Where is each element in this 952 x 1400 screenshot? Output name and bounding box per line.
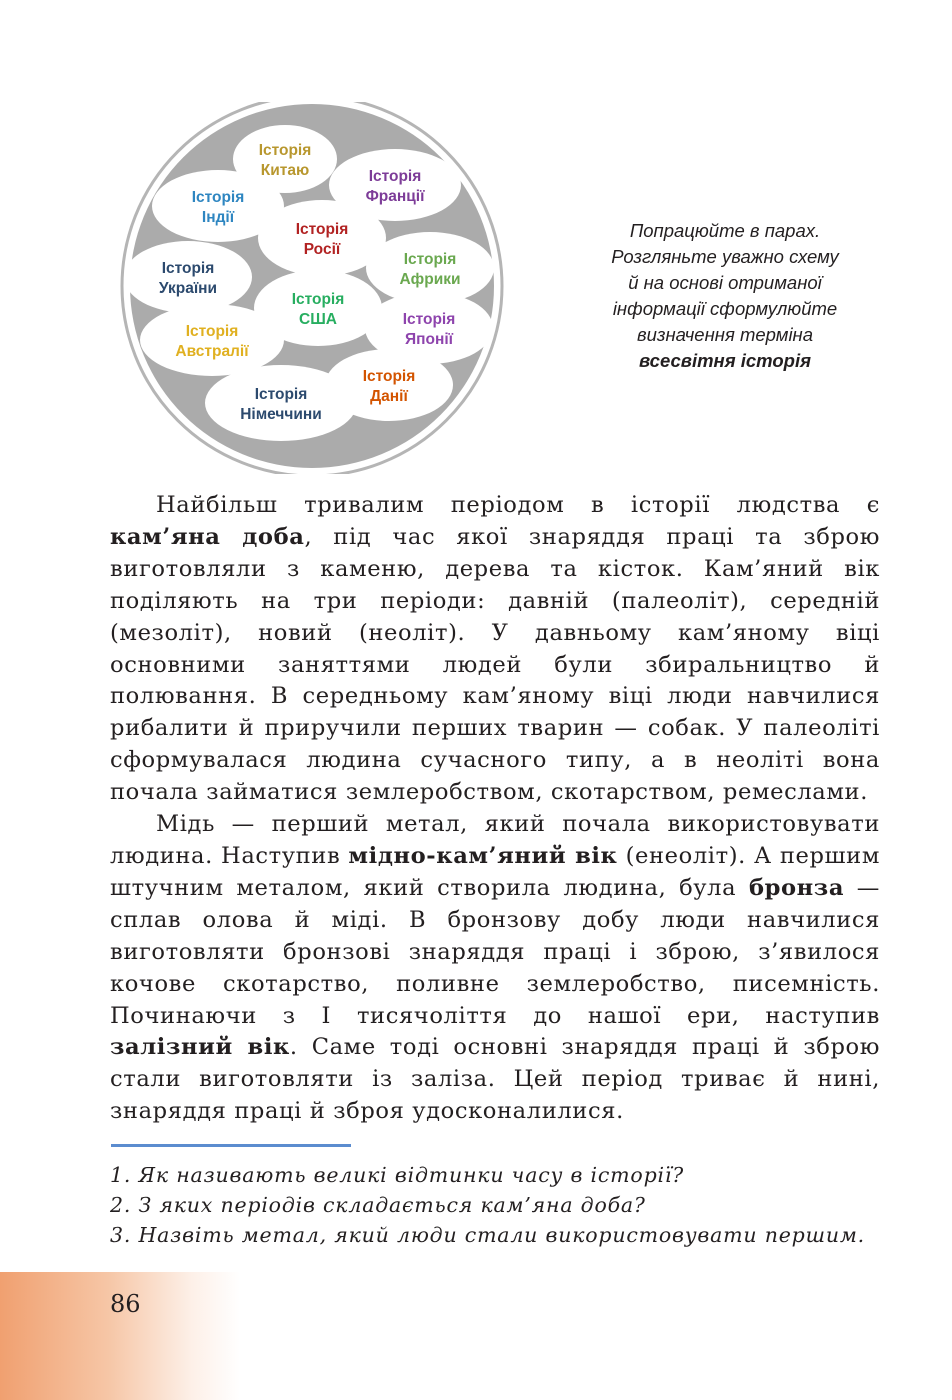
node-label: Історія (254, 386, 308, 403)
term-bronze: бронза (748, 874, 845, 901)
node-label: Історія (295, 221, 349, 238)
term-copper-age: мідно-кам’яний вік (348, 842, 618, 869)
caption-line: Розгляньте уважно схему (611, 246, 839, 267)
node-label: Японії (405, 331, 453, 348)
node-label: Африки (399, 271, 461, 288)
node-label: Австралії (175, 343, 249, 360)
main-text (110, 490, 880, 1128)
node-label: Історія (362, 368, 416, 385)
term-stone-age: кам’яна доба (110, 523, 305, 550)
pair-work-caption (560, 218, 890, 374)
node-label: США (299, 311, 337, 328)
page-number: 86 (110, 1290, 141, 1318)
text-run: Мідь — перший метал, який почала використовувати людина. Наступив (110, 811, 880, 869)
node-label: Історія (403, 251, 457, 268)
node-label: Індії (201, 209, 235, 226)
term-iron-age: залізний вік (110, 1034, 290, 1061)
node-ellipse (205, 365, 357, 441)
node-label: Німеччини (240, 406, 322, 423)
diagram-node-germany (205, 365, 357, 441)
node-ellipse (124, 241, 252, 313)
node-label: Історія (191, 189, 245, 206)
node-label: Китаю (260, 162, 310, 179)
node-label: Історія (368, 168, 422, 185)
caption-line: Попрацюйте в парах. (629, 220, 821, 241)
caption-line: й на основі отриманої (628, 272, 822, 293)
node-label: Франції (365, 188, 425, 205)
diagram-node-ukraine (124, 241, 252, 313)
question-item: 3. Назвіть метал, який люди стали використовувати першим. (110, 1223, 865, 1247)
world-history-diagram (118, 102, 506, 474)
text-run: , під час якої знаряддя праці та зброю виготовляли з каменю, дерева та кісток. Кам’яний вік поділяють на три періоди: давній (палеоліт), середній (мезоліт), новий (неоліт). У давньому кам’яному віці основними заняттями людей були збиральництво й полювання. В середньому кам’яному віці люди навчилися рибалити й приручили перших тварин — собак. У палеоліті сформувалася людина сучасного типу, а в неоліті вона почала займатися землеробством, скотарством, ремеслами. (110, 523, 880, 806)
review-questions (110, 1160, 910, 1250)
caption-line: визначення терміна (636, 324, 814, 345)
node-label: Історія (258, 142, 312, 159)
node-label: Історія (291, 291, 345, 308)
node-label: Росії (303, 241, 341, 258)
text-run: (енеоліт). А першим штучним металом, який створила людина, була (110, 842, 880, 901)
node-label: України (158, 280, 218, 297)
node-label: Данії (370, 388, 408, 405)
node-label: Історія (161, 260, 215, 277)
text-run: . Саме тоді основні знаряддя праці й зброю стали виготовляти із заліза. Цей період триває й нині, знаряддя праці й зброя удосконалилися. (110, 1034, 880, 1125)
caption-line: інформації сформулюйте (612, 298, 838, 319)
paragraph-metals (110, 809, 880, 1128)
question-item: 1. Як називають великі відтинки часу в історії? (110, 1163, 684, 1187)
node-label: Історія (402, 311, 456, 328)
paragraph-stone-age (110, 490, 880, 809)
node-label: Історія (185, 323, 239, 340)
text-run: Найбільш тривалим періодом в історії людства є (156, 492, 880, 518)
caption-term: всесвітня історія (638, 350, 812, 371)
diagram-node-australia (140, 304, 284, 376)
section-divider (111, 1144, 351, 1147)
question-item: 2. З яких періодів складається кам’яна доба? (110, 1193, 646, 1217)
node-ellipse (140, 304, 284, 376)
text-run: — сплав олова й міді. В бронзову добу люди навчилися виготовляти бронзові знаряддя праці і зброю, з’явилося кочове скотарство, поливне землеробство, писемність. Починаючи з І тисячоліття до нашої ери, наступив (110, 874, 880, 1029)
